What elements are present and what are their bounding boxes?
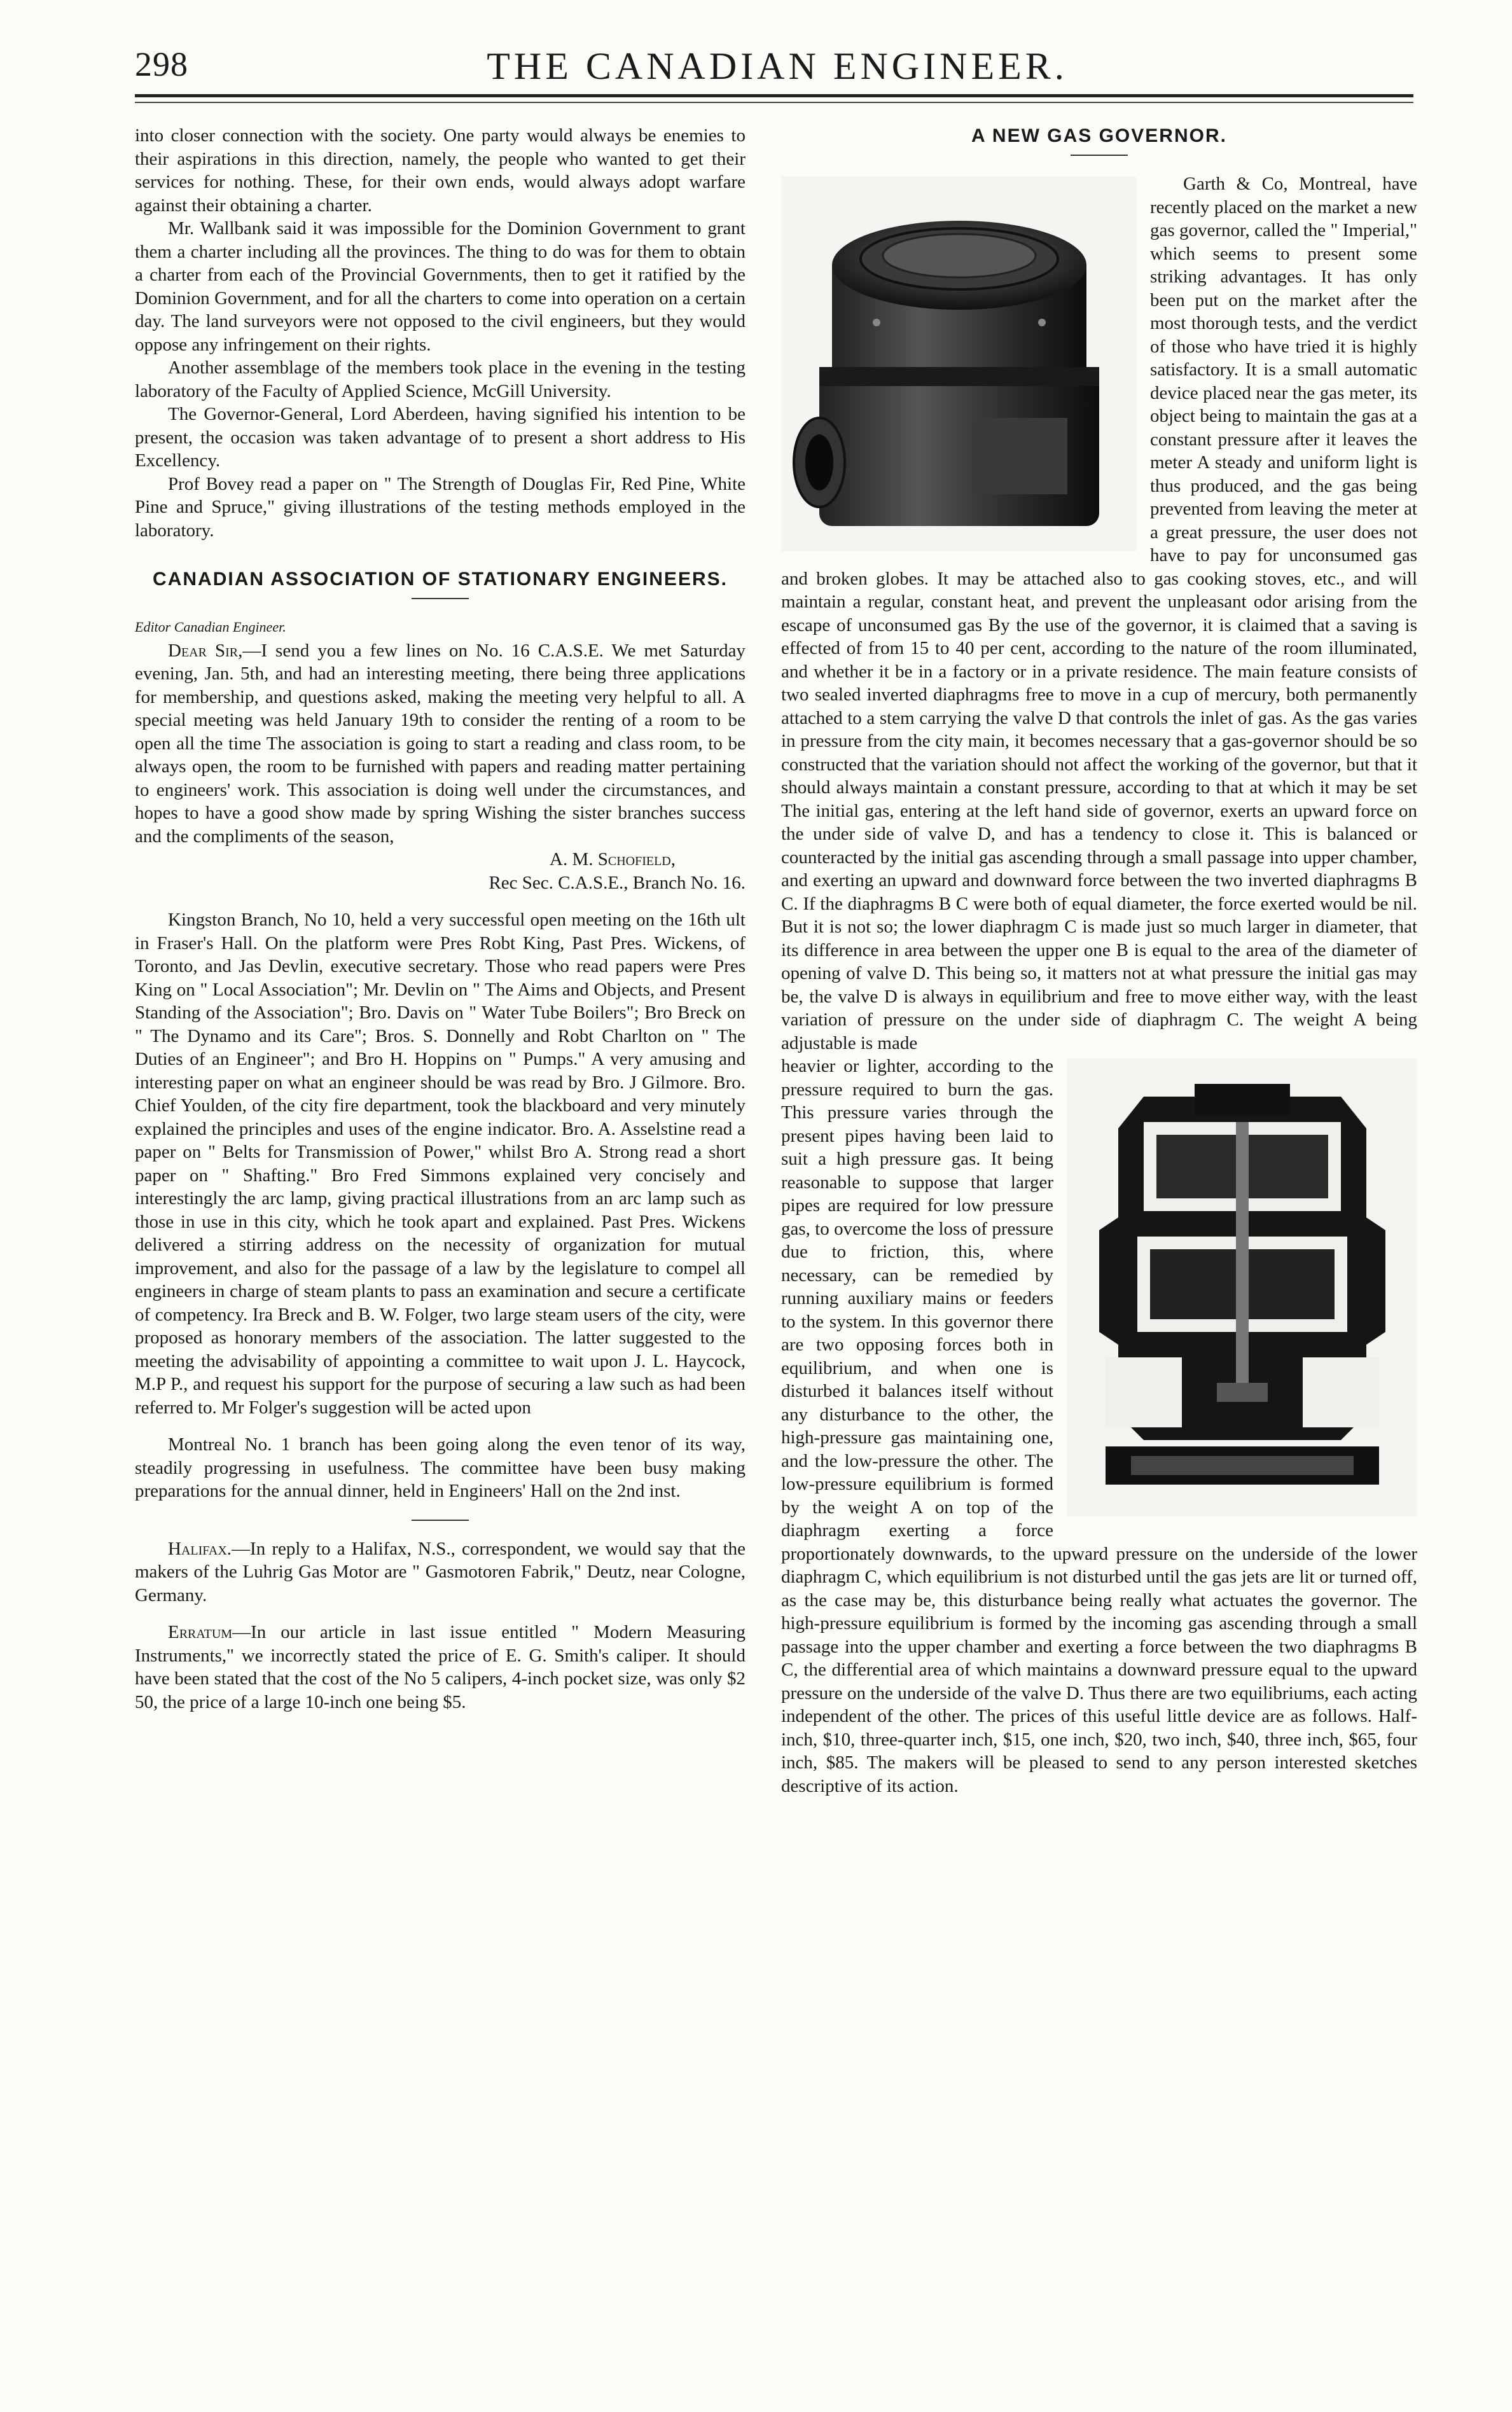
paragraph: Another assemblage of the members took place in the evening in the testing laboratory of the Faculty of Applied Science, McGill University. (135, 357, 746, 401)
letter-body: —I send you a few lines on No. 16 C.A.S.E. We met Saturday evening, Jan. 5th, and had an interesting meeting, there being three applications for membership, and questions asked, making the meeting very helpful to all. A special meeting was held January 19th to consider the renting of a room to be open all the time The association is going to start a reading and class room, to be always open, the room to be furnished with papers and reading matter pertaining to engineers' work. This association is doing well under the circumstances, and hopes to have a good show made by spring Wishing the sister branches success and the compliments of the season, (135, 640, 746, 847)
note-halifax: Halifax.—In reply to a Halifax, N.S., correspondent, we would say that the makers of the Luhrig Gas Motor are " Gasmotoren Fabrik," Deutz, near Cologne, Germany. (135, 1538, 746, 1605)
heading-rule (412, 598, 469, 599)
section-heading: CANADIAN ASSOCIATION OF STATIONARY ENGINEERS. (153, 569, 728, 590)
paragraph: Kingston Branch, No 10, held a very successful open meeting on the 16th ult in Fraser's Hall. On the platform were Pres Robt King, Past Pres. Wickens, of Toronto, and Jas Devlin, executive secretary. Those who read papers were Pres King on " Local Association"; Mr. Devlin on " The Aims and Objects, and Present Standing of the Association"; Bro. Davis on " Water Tube Boilers"; Bro Breck on " The Dynamo and its Care"; Bros. S. Donnelly and Robt Charlton on " The Duties of an Engineer"; and Bro H. Hoppins on " Pumps." A very amusing and interesting paper on what an engineer should be was read by Bro. J Gilmore. Bro. Chief Youlden, of the city fire department, took the blackboard and very minutely explained the principles and uses of the engine indicator. Bro. A. Asselstine read a paper on " Belts for Transmission of Power," whilst Bro A. Strong read a short paper on " Shafting." Bro Fred Simmons explained very concisely and interestingly the arc lamp, giving practical illustrations from an arc lamp such as those in use in this city, which he took apart and explained. Past Pres. Wickens delivered a stirring address on the necessity of organization for mutual improvement, and also for the passage of a law by the legislature to compel all engineers in charge of steam plants to pass an examination and secure a certificate of competency. Ira Breck and B. W. Folger, two large steam users of the city, were proposed as honorary members of the association. The latter suggested to the meeting the advisability of appointing a committee to wait upon J. L. Haycock, M.P P., and request his support for the purpose of securing a law such as had been referred to. Mr Folger's suggestion will be acted upon (135, 910, 746, 1418)
left-column (135, 124, 746, 1714)
salutation: Dear Sir, (168, 640, 243, 661)
editor-line: Editor Canadian Engineer. (135, 619, 286, 635)
paragraph: into closer connection with the society. One party would always be enemies to their aspirations in this direction, namely, the people who wanted to get their services for nothing. These, for their own ends, would always adopt warfare against their obtaining a charter. (135, 125, 746, 216)
signature-title: Rec Sec. C.A.S.E., Branch No. 16. (489, 872, 746, 893)
gas-governor-section-diagram-icon (1067, 1058, 1417, 1516)
paragraph: The Governor-General, Lord Aberdeen, having signified his intention to be present, the occasion was taken advantage of to present a short address to His Excellency. (135, 404, 746, 471)
running-title: THE CANADIAN ENGINEER. (487, 45, 1068, 87)
signature-name: A. M. Schofield, (550, 849, 676, 870)
header-rule (135, 94, 1413, 97)
paragraph: Mr. Wallbank said it was impossible for the Dominion Government to grant them a charter including all the provinces. The thing to do was for them to obtain a charter from each of the Provincial Governments, then to get it ratified by the Dominion Government, and for all the charters to come into operation on a certain day. The land surveyors were not opposed to the civil engineers, but they would oppose any infringement on their rights. (135, 218, 746, 355)
gas-governor-photo-icon (781, 176, 1136, 551)
heading-rule (1071, 155, 1128, 156)
section-rule (412, 1520, 469, 1521)
article-paragraph-continued: heavier or lighter, according to the pressure required to burn the gas. This pressure varies through the present pipes having been laid to suit a high pressure gas. It being reasonable to suppose that larger pipes are required for low pressure gas, to overcome the loss of pressure due to friction, this, where necessary, can be remedied by running auxiliary mains or feeders to the system. In this governor there are two opposing forces both in equilibrium, and when one is disturbed it balances itself without any disturbance to the other, the high-pressure gas maintaining one, and the low-pressure the other. The low-pressure equilibrium is formed by the weight A on top of the diaphragm exerting a force proportionately downwards, to the upward pressure on the underside of the lower diaphragm C, which equilibrium is not disturbed until the gas jets are lit or turned off, as the case may be, this disturbance being really what actuates the governor. The high-pressure equilibrium is formed by the incoming gas ascending through a small passage into the upper chamber and exerting a force between the two diaphragms B C, the differential area of which maintains a downward pressure equal to the upward pressure on the underside of the valve D. Thus there are two equilibriums, each acting independent of the other. The prices of this useful little device are as follows. Half-inch, $10, three-quarter inch, $15, one inch, $20, two inch, $40, three inch, $65, four inch, $85. The makers will be pleased to send to any person interested sketches descriptive of its action. (781, 1056, 1417, 1796)
note-erratum: Erratum—In our article in last issue entitled " Modern Measuring Instruments," we incorrectly stated the price of E. G. Smith's caliper. It should have been stated that the cost of the No 5 calipers, 4-inch pocket size, was only $2 50, the price of a large 10-inch one being $5. (135, 1622, 746, 1712)
page-number: 298 (135, 45, 188, 83)
page-header (135, 45, 1420, 89)
paragraph: Prof Bovey read a paper on " The Strength of Douglas Fir, Red Pine, White Pine and Spruce," giving illustrations of the testing methods employed in the laboratory. (135, 473, 746, 541)
header-rule-thin (135, 102, 1413, 103)
article-paragraph: Garth & Co, Montreal, have recently placed on the market a new gas governor, called the " Imperial," which seems to present some striking advantages. It has only been put on the market after the most thorough tests, and the verdict of those who have tried it is highly satisfactory. It is a small automatic device placed near the gas meter, its object being to maintain the gas at a constant pressure after it leaves the meter A steady and uniform light is thus produced, and the gas being prevented from leaving the meter at a great pressure, the user does not have to pay for unconsumed gas and broken globes. It may be attached also to gas cooking stoves, etc., and will maintain a regular, constant heat, and prevent the unpleasant odor arising from the escape of unconsumed gas By the use of the governor, it is claimed that a saving is effected of from 15 to 40 per cent, according to the nature of the room illuminated, and whether it be in a factory or in a private residence. The main feature consists of two sealed inverted diaphragms free to move in a cup of mercury, both permanently attached to a stem carrying the valve D that controls the inlet of gas. As the gas varies in pressure from the city main, it becomes necessary that a gas-governor should be so constructed that the variation should not affect the working of the governor, but that it should always maintain a constant pressure, according to that at which it may be set The initial gas, entering at the left hand side of governor, exerts an upward force on the under side of valve D, and has a tendency to close it. This is balanced or counteracted by the initial gas ascending through a small passage into upper chamber, and exerting an upward and downward force between the two inverted diaphragms B C. If the diaphragms B C were both of equal diameter, the force exerted would be nil. But it is not so; the lower diaphragm C is made just so much larger in diameter, that its difference in area between the upper one B is equal to the area of the diameter of opening of valve D. This being so, it matters not at what pressure the initial gas may be, the valve D is always in equilibrium and free to move either way, with the least variation of pressure on the under side of diaphragm C. The weight A being adjustable is made (781, 174, 1417, 1053)
article-heading: A NEW GAS GOVERNOR. (971, 125, 1227, 146)
letter-paragraph (135, 639, 746, 849)
right-column (781, 124, 1417, 1798)
paragraph: Montreal No. 1 branch has been going along the even tenor of its way, steadily progressing in usefulness. The committee have been busy making preparations for the annual dinner, held in Engineers' Hall on the 2nd inst. (135, 1434, 746, 1501)
